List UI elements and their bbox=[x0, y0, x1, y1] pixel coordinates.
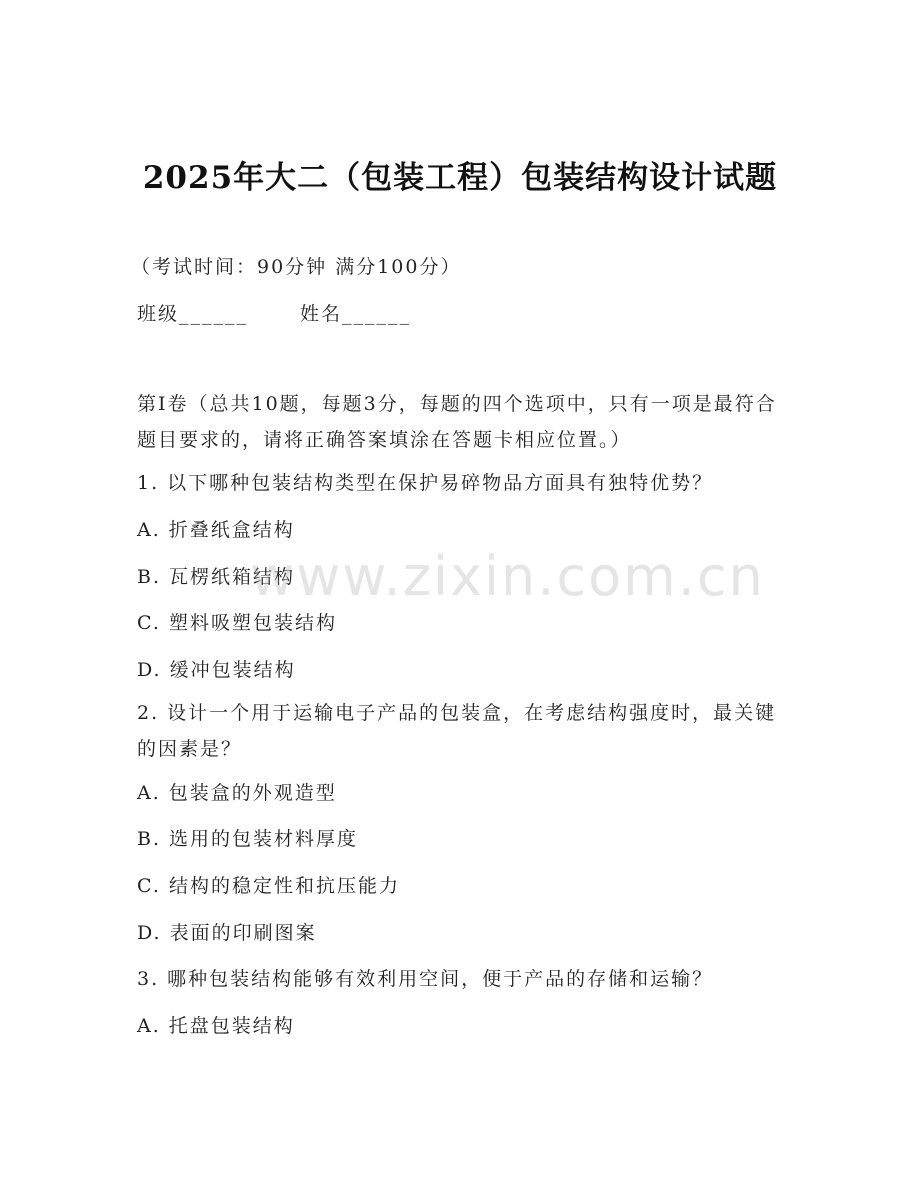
question-1-option-d: D. 缓冲包装结构 bbox=[137, 659, 296, 681]
question-1-option-c: C. 塑料吸塑包装结构 bbox=[137, 612, 337, 634]
class-name-line bbox=[137, 299, 411, 326]
watermark: www.zixin.com.cn bbox=[250, 545, 765, 608]
document-title: 2025年大二（包装工程）包装结构设计试题 bbox=[142, 160, 778, 196]
question-2-option-b: B. 选用的包装材料厚度 bbox=[137, 828, 359, 850]
question-2-option-d: D. 表面的印刷图案 bbox=[137, 922, 317, 944]
exam-info: （考试时间：90分钟 满分100分） bbox=[131, 256, 462, 278]
question-1-option-b: B. 瓦楞纸箱结构 bbox=[137, 566, 296, 588]
section-intro: 第I卷（总共10题，每题3分，每题的四个选项中，只有一项是最符合题目要求的，请将正确答案填涂在答题卡相应位置。） bbox=[137, 393, 777, 451]
name-label: 姓名______ bbox=[300, 303, 412, 325]
class-label: 班级______ bbox=[137, 303, 249, 325]
question-1-option-a: A. 折叠纸盒结构 bbox=[137, 519, 295, 541]
question-3-stem: 3. 哪种包装结构能够有效利用空间，便于产品的存储和运输？ bbox=[137, 968, 714, 990]
question-2-stem: 2. 设计一个用于运输电子产品的包装盒，在考虑结构强度时，最关键的因素是？ bbox=[137, 702, 777, 760]
question-3-option-a: A. 托盘包装结构 bbox=[137, 1015, 295, 1037]
question-1-stem: 1. 以下哪种包装结构类型在保护易碎物品方面具有独特优势？ bbox=[137, 472, 714, 494]
question-2-option-c: C. 结构的稳定性和抗压能力 bbox=[137, 875, 400, 897]
question-2-option-a: A. 包装盒的外观造型 bbox=[137, 782, 337, 804]
